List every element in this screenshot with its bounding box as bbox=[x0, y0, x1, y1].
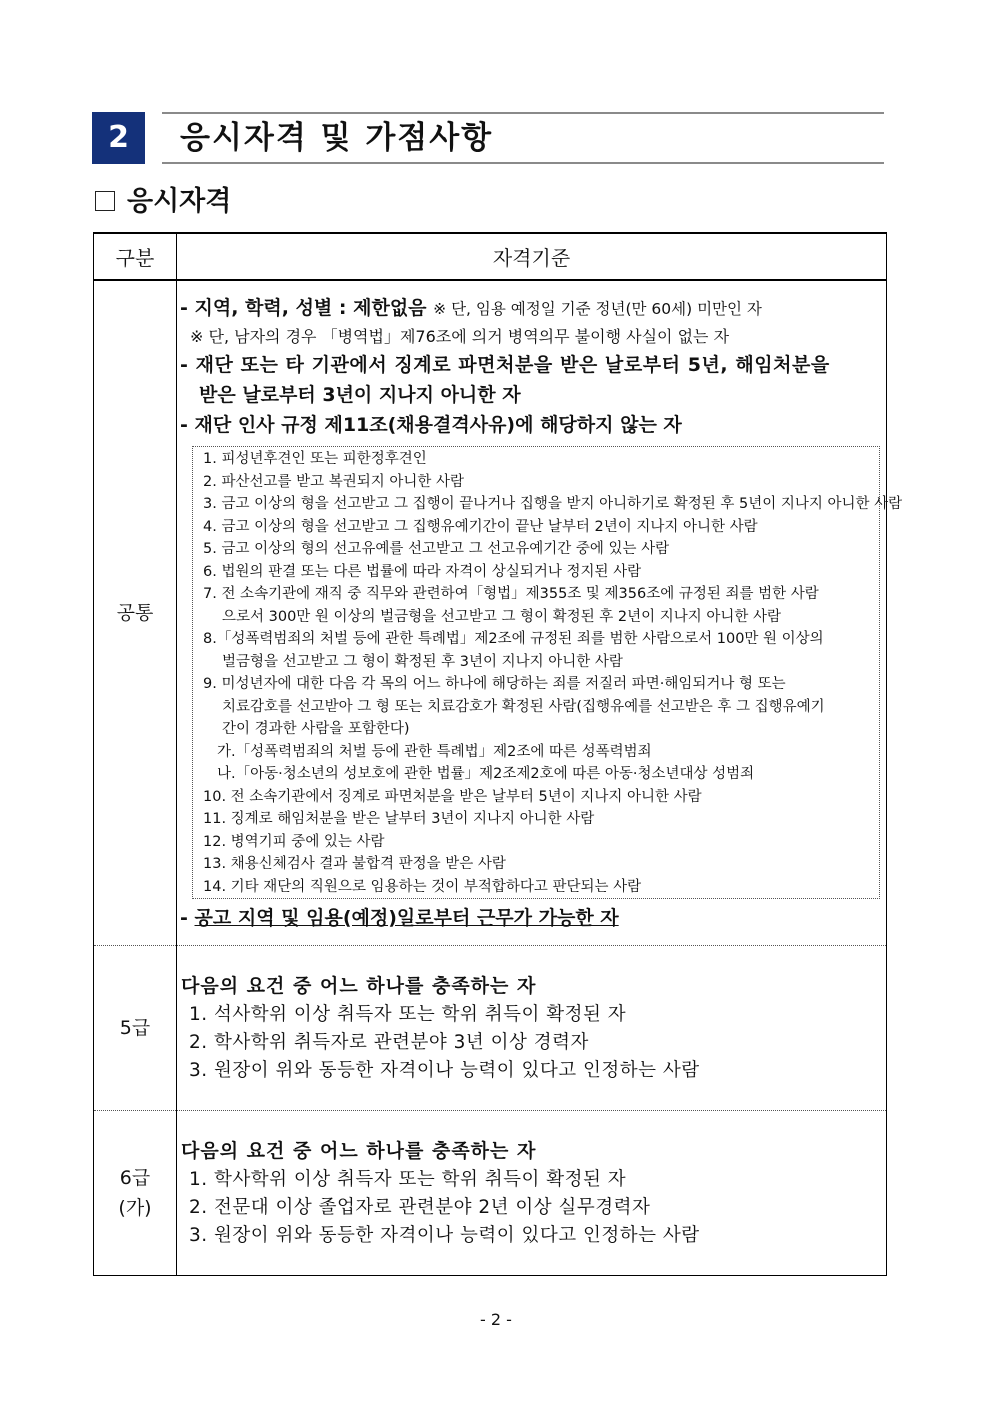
table-header-row bbox=[94, 233, 887, 280]
header-category: 구분 bbox=[94, 233, 177, 280]
list-item: 2. 학사학위 취득자로 관련분야 3년 이상 경력자 bbox=[189, 1032, 589, 1053]
availability-text: 공고 지역 및 임용(예정)일로부터 근무가 가능한 자 bbox=[194, 907, 619, 929]
availability-dash: - bbox=[180, 907, 195, 929]
criteria-military-note: ※ 단, 남자의 경우 「병역법」제76조에 의거 병역의무 불이행 사실이 없는 자 bbox=[190, 327, 730, 346]
list-item: 2. 전문대 이상 졸업자로 관련분야 2년 이상 실무경력자 bbox=[189, 1197, 651, 1218]
criteria-region-text: - 지역, 학력, 성별 : 제한없음 bbox=[180, 297, 427, 319]
list-item-continued: 치료감호를 선고받아 그 형 또는 치료감호가 확정된 사람(집행유예를 선고받은 후 그 집행유예기 bbox=[222, 698, 825, 715]
list-item: 1. 학사학위 이상 취득자 또는 학위 취득이 확정된 자 bbox=[189, 1169, 627, 1190]
subheading bbox=[95, 182, 231, 222]
criteria-line-region bbox=[180, 293, 886, 324]
list-item: 2. 파산선고를 받고 복권되지 아니한 사람 bbox=[203, 473, 464, 490]
grade6-label-line2: (가) bbox=[118, 1197, 152, 1219]
checkbox-square-icon bbox=[95, 191, 115, 211]
section-title: 응시자격 및 가점사항 bbox=[180, 120, 494, 156]
list-item: 13. 채용신체검사 결과 불합격 판정을 받은 사람 bbox=[203, 856, 506, 872]
table-row-grade6 bbox=[94, 1111, 887, 1276]
list-item: 3. 원장이 위와 동등한 자격이나 능력이 있다고 인정하는 사람 bbox=[189, 1225, 700, 1246]
list-item-continued: 으로서 300만 원 이상의 벌금형을 선고받고 그 형이 확정된 후 2년이 지나지 아니한 사람 bbox=[222, 608, 782, 625]
category-common: 공통 bbox=[94, 280, 177, 946]
list-item: 7. 전 소속기관에 재직 중 직무와 관련하여「형법」제355조 및 제356조에 규정된 죄를 범한 사람 bbox=[203, 586, 819, 602]
list-item: 5. 금고 이상의 형의 선고유예를 선고받고 그 선고유예기간 중에 있는 사람 bbox=[203, 541, 670, 557]
list-item: 1. 피성년후견인 또는 피한정후견인 bbox=[203, 451, 427, 467]
section-rule-bottom bbox=[162, 162, 884, 164]
criteria-availability-line bbox=[180, 903, 886, 933]
list-item: 4. 금고 이상의 형을 선고받고 그 집행유예기간이 끝난 날부터 2년이 지나지 아니한 사람 bbox=[203, 518, 758, 535]
list-item: 9. 미성년자에 대한 다음 각 목의 어느 하나에 해당하는 죄를 저질러 파면·해임되거나 형 또는 bbox=[203, 676, 786, 692]
list-item: 3. 원장이 위와 동등한 자격이나 능력이 있다고 인정하는 사람 bbox=[189, 1060, 700, 1081]
page-number: - 2 - bbox=[480, 1310, 512, 1329]
criteria-grade6 bbox=[177, 1111, 887, 1276]
disqualification-list bbox=[192, 446, 903, 899]
criteria-regulation-line: - 재단 인사 규정 제11조(채용결격사유)에 해당하지 않는 자 bbox=[180, 414, 682, 436]
category-grade6 bbox=[94, 1111, 177, 1276]
criteria-common bbox=[177, 280, 903, 946]
grade6-heading: 다음의 요건 중 어느 하나를 충족하는 자 bbox=[181, 1140, 537, 1162]
list-item: 14. 기타 재단의 직원으로 임용하는 것이 부적합하다고 판단되는 사람 bbox=[203, 878, 642, 895]
criteria-discipline-line2: 받은 날로부터 3년이 지나지 아니한 자 bbox=[199, 384, 521, 406]
list-item-continued: 벌금형을 선고받고 그 형이 확정된 후 3년이 지나지 아니한 사람 bbox=[222, 653, 623, 670]
section-rule-top bbox=[162, 112, 884, 114]
list-item: 6. 법원의 판결 또는 다른 법률에 따라 자격이 상실되거나 정지된 사람 bbox=[203, 563, 642, 580]
list-item: 8.「성폭력범죄의 처벌 등에 관한 특례법」제2조에 규정된 죄를 범한 사람으로서 100만 원 이상의 bbox=[203, 631, 824, 647]
list-item-continued: 간이 경과한 사람을 포함한다) bbox=[222, 721, 410, 737]
table-row-common bbox=[94, 280, 887, 946]
category-grade5: 5급 bbox=[94, 946, 177, 1111]
grade6-label-line1: 6급 bbox=[119, 1167, 151, 1189]
grade5-heading: 다음의 요건 중 어느 하나를 충족하는 자 bbox=[181, 975, 537, 997]
header-criteria: 자격기준 bbox=[177, 233, 887, 280]
criteria-grade5 bbox=[177, 946, 887, 1111]
list-item: 11. 징계로 해임처분을 받은 날부터 3년이 지나지 아니한 사람 bbox=[203, 811, 595, 827]
qualification-table bbox=[93, 232, 903, 1276]
list-subitem: 나.「아동·청소년의 성보호에 관한 법률」제2조제2호에 따른 아동·청소년대상 성범죄 bbox=[217, 766, 755, 782]
section-number-badge: 2 bbox=[92, 112, 145, 164]
subheading-text: 응시자격 bbox=[127, 186, 232, 217]
section-header bbox=[92, 112, 884, 166]
list-item: 10. 전 소속기관에서 징계로 파면처분을 받은 날부터 5년이 지나지 아니한 사람 bbox=[203, 788, 702, 805]
criteria-age-note: ※ 단, 임용 예정일 기준 정년(만 60세) 미만인 자 bbox=[433, 300, 762, 318]
list-item: 3. 금고 이상의 형을 선고받고 그 집행이 끝나거나 집행을 받지 아니하기로 확정된 후 5년이 지나지 아니한 사람 bbox=[203, 496, 903, 512]
list-item: 1. 석사학위 이상 취득자 또는 학위 취득이 확정된 자 bbox=[189, 1004, 627, 1025]
list-item: 12. 병역기피 중에 있는 사람 bbox=[203, 833, 385, 850]
criteria-discipline-line1: - 재단 또는 타 기관에서 징계로 파면처분을 받은 날로부터 5년, 해임처분을 bbox=[180, 354, 830, 376]
table-row-grade5 bbox=[94, 946, 887, 1111]
list-subitem: 가.「성폭력범죄의 처벌 등에 관한 특례법」제2조에 따른 성폭력범죄 bbox=[217, 743, 652, 760]
